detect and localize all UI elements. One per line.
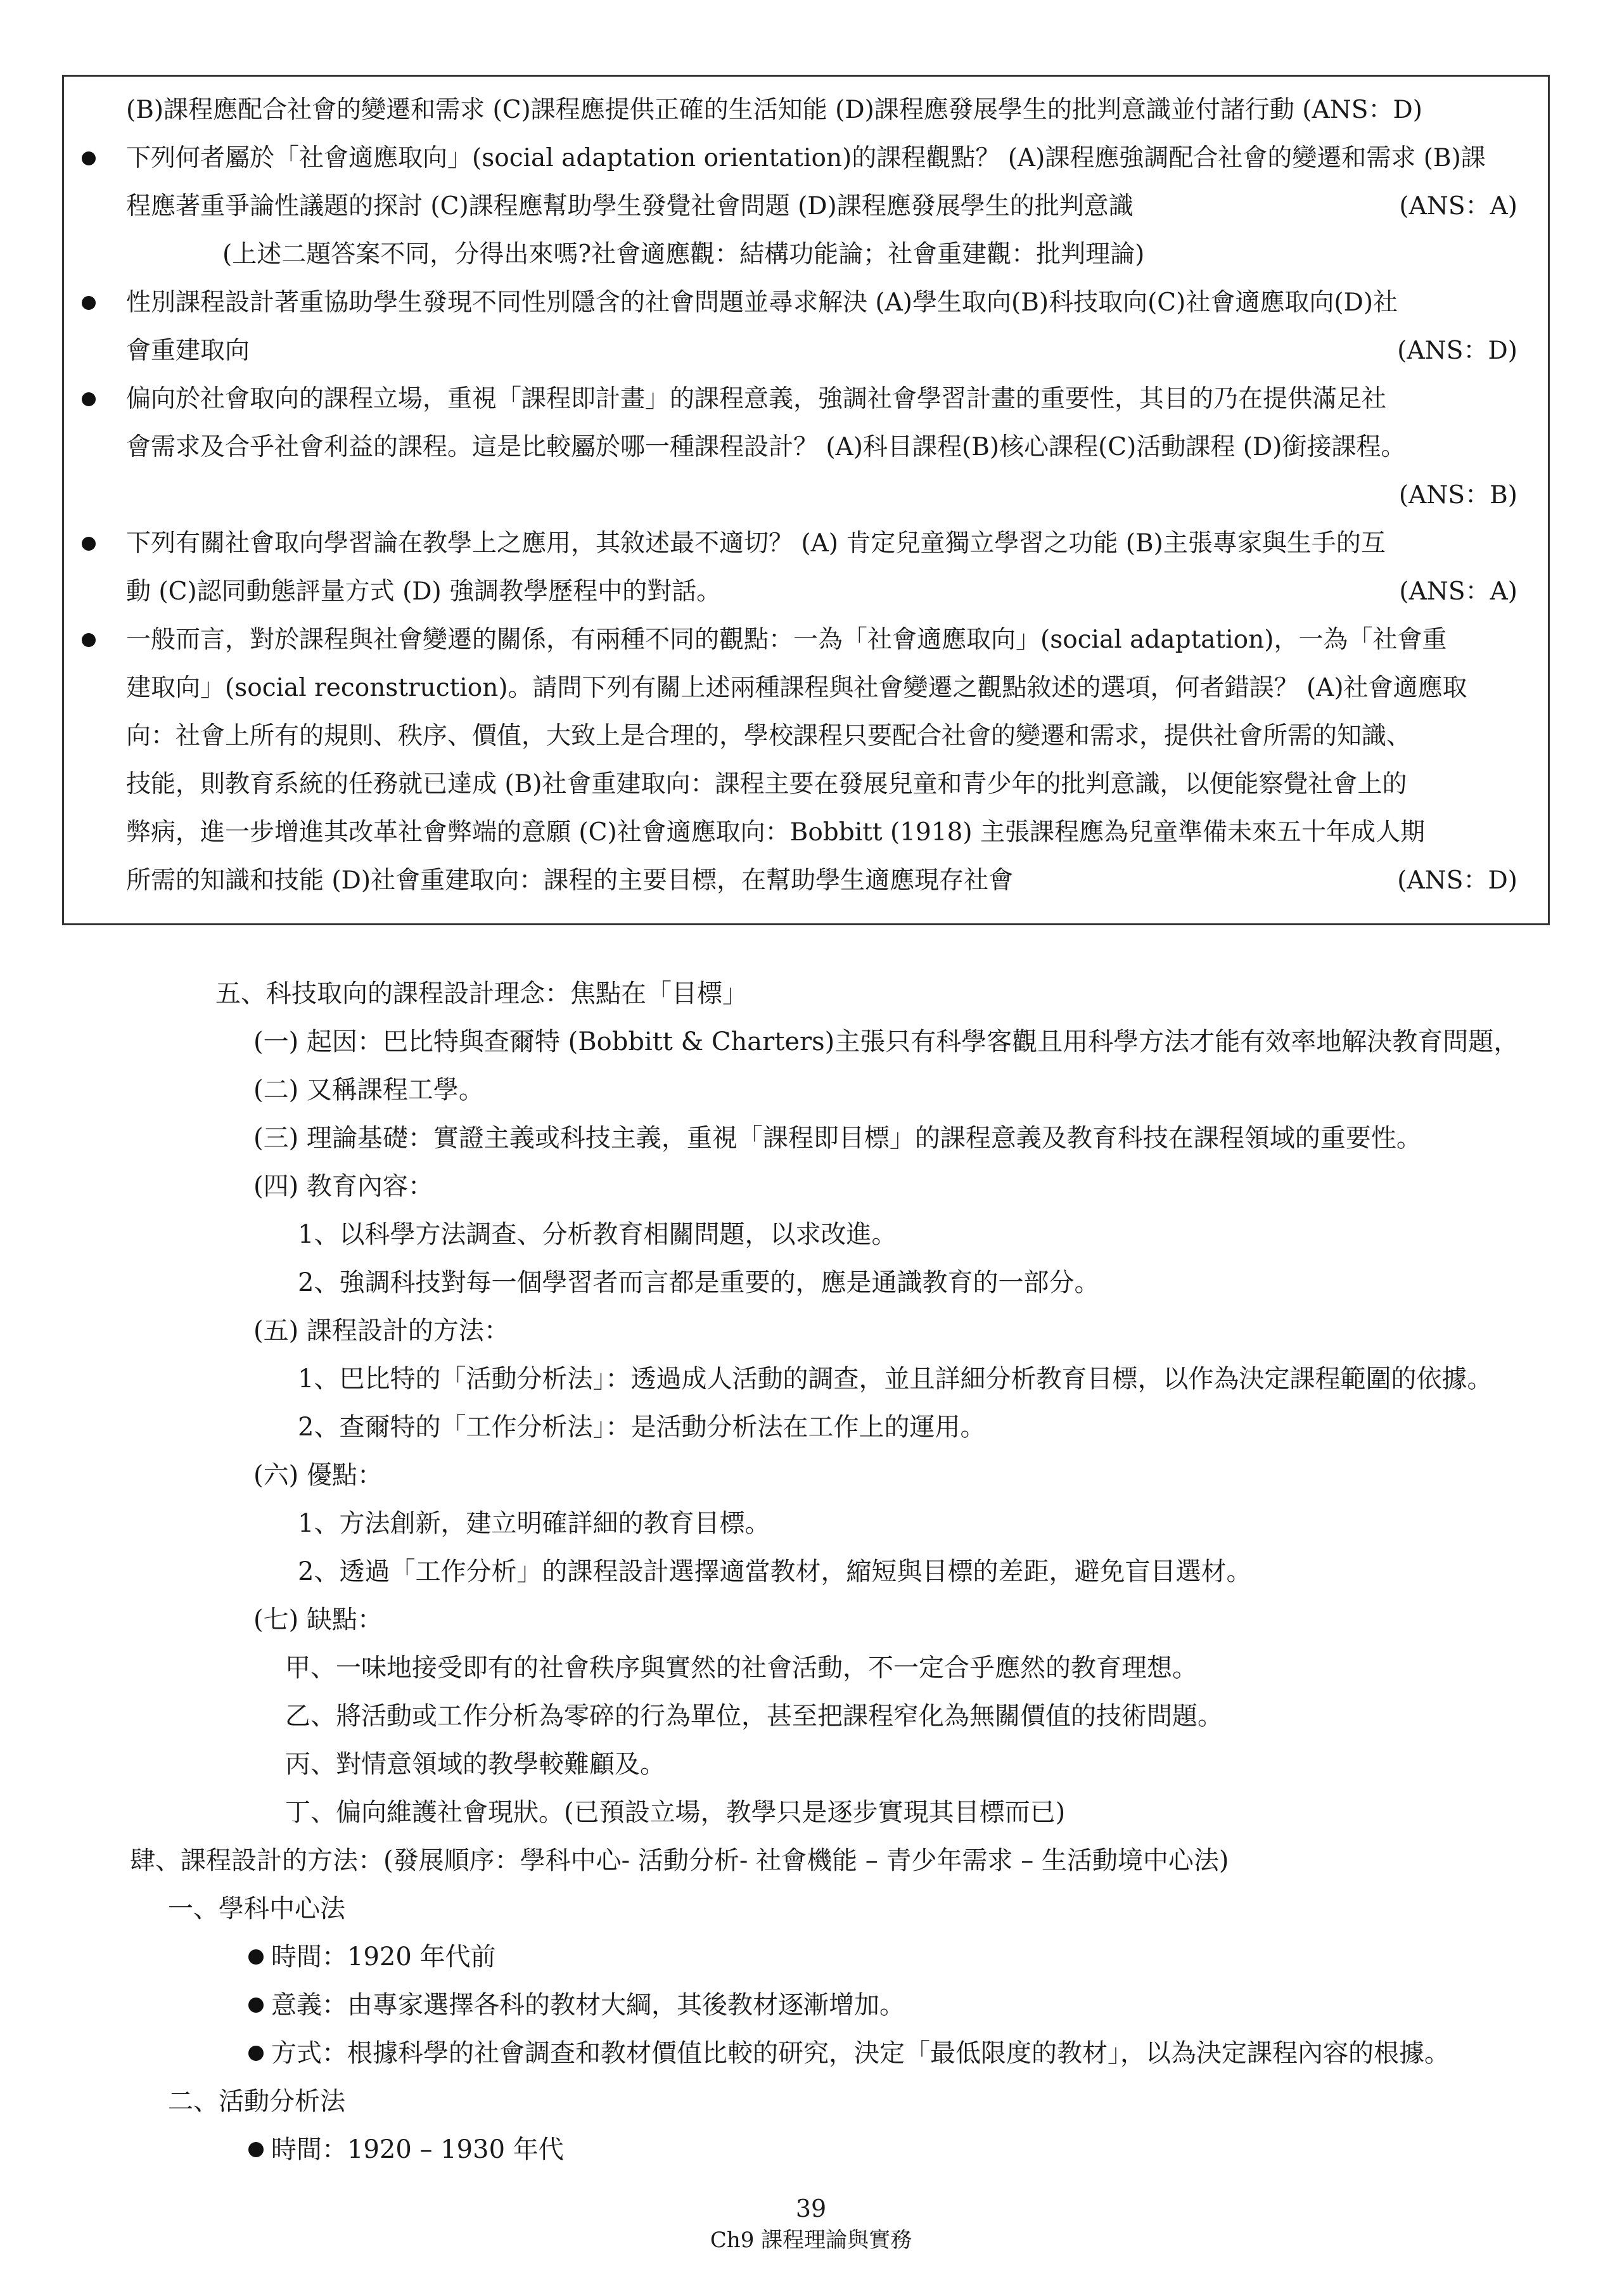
outline-subitem: 1、方法創新，建立明確詳細的教育目標。 xyxy=(298,1509,770,1538)
outline-subitem: 1、巴比特的「活動分析法」：透過成人活動的調查，並且詳細分析教育目標，以作為決定課程範圍的依據。 xyxy=(298,1364,1493,1394)
bullet-icon xyxy=(82,633,96,647)
answer-label: (ANS：B) xyxy=(1398,481,1517,510)
question-line: 動 (C)認同動態評量方式 (D) 強調教學歷程中的對話。 (ANS：A) xyxy=(64,568,1548,616)
outline-subitem: 1、以科學方法調查、分析教育相關問題，以求改進。 xyxy=(298,1220,897,1249)
outline-item: (三) 理論基礎：實證主義或科技主義，重視「課程即目標」的課程意義及教育科技在課程領域的重要性。 xyxy=(253,1124,1422,1153)
section-heading: 一、學科中心法 xyxy=(168,1894,345,1923)
question-line: 性別課程設計著重協助學生發現不同性別隱含的社會問題並尋求解決 (A)學生取向(B)科技取向(C)社會適應取向(D)社 xyxy=(64,279,1548,327)
bullet-icon xyxy=(248,1998,264,2013)
outline-item: (二) 又稱課程工學。 xyxy=(253,1075,484,1105)
question-line: 偏向於社會取向的課程立場，重視「課程即計畫」的課程意義，強調社會學習計畫的重要性，其目的乃在提供滿足社 xyxy=(64,375,1548,423)
question-line: (B)課程應配合社會的變遷和需求 (C)課程應提供正確的生活知能 (D)課程應發展學生的批判意識並付諸行動 (ANS：D) xyxy=(126,96,1422,124)
question-line: 弊病，進一步增進其改革社會弊端的意願 (C)社會適應取向：Bobbitt (1918) 主張課程應為兒童準備未來五十年成人期 xyxy=(126,818,1426,847)
outline-subitem: 2、強調科技對每一個學習者而言都是重要的，應是通識教育的一部分。 xyxy=(298,1268,1100,1297)
answer-label: (ANS：D) xyxy=(1397,866,1517,895)
outline-item: (五) 課程設計的方法： xyxy=(253,1316,509,1345)
question-line: 一般而言，對於課程與社會變遷的關係，有兩種不同的觀點：一為「社會適應取向」(social adaptation)，一為「社會重 xyxy=(64,616,1548,664)
question-line: (上述二題答案不同，分得出來嗎?社會適應觀：結構功能論；社會重建觀：批判理論) xyxy=(222,240,1145,269)
question-line: 技能，則教育系統的任務就已達成 (B)社會重建取向：課程主要在發展兒童和青少年的批判意識，以便能察覺社會上的 xyxy=(126,770,1407,798)
outline-subitem: 2、透過「工作分析」的課程設計選擇適當教材，縮短與目標的差距，避免盲目選材。 xyxy=(298,1557,1252,1586)
question-line: 向：社會上所有的規則、秩序、價值，大致上是合理的，學校課程只要配合社會的變遷和需求，提供社會所需的知識、 xyxy=(126,722,1412,750)
answer-label: (ANS：D) xyxy=(1397,337,1517,365)
bullet-icon xyxy=(82,392,96,406)
bullet-item: 方式：根據科學的社會調查和教材價值比較的研究，決定「最低限度的教材」，以為決定課程內容的根據。 xyxy=(248,2029,1450,2077)
outline-item: (六) 優點： xyxy=(253,1461,383,1490)
outline-item: (七) 缺點： xyxy=(253,1605,383,1634)
bullet-icon xyxy=(82,151,96,165)
chapter-heading: 肆、課程設計的方法：(發展順序：學科中心- 活動分析- 社會機能 – 青少年需求 – 生活動境中心法) xyxy=(130,1846,1229,1875)
question-box xyxy=(62,75,1550,925)
section-heading: 五、科技取向的課程設計理念：焦點在「目標」 xyxy=(215,979,748,1008)
outline-subitem: 乙、將活動或工作分析為零碎的行為單位，甚至把課程窄化為無關價值的技術問題。 xyxy=(285,1702,1223,1731)
question-line: 程應著重爭論性議題的探討 (C)課程應幫助學生發覺社會問題 (D)課程應發展學生的批判意識 (ANS：A) xyxy=(64,183,1548,231)
bullet-item: 時間：1920 – 1930 年代 xyxy=(248,2126,564,2174)
question-line: 下列何者屬於「社會適應取向」(social adaptation orientation)的課程觀點？ (A)課程應強調配合社會的變遷和需求 (B)課 xyxy=(64,134,1548,183)
outline-subitem: 丁、偏向維護社會現狀。(已預設立場，教學只是逐步實現其目標而已) xyxy=(285,1798,1066,1827)
page-number: 39 xyxy=(795,2195,827,2222)
question-line: 會需求及合乎社會利益的課程。這是比較屬於哪一種課程設計？ (A)科目課程(B)核心課程(C)活動課程 (D)銜接課程。 xyxy=(126,433,1406,461)
answer-label: (ANS：A) xyxy=(1399,192,1517,221)
bullet-icon xyxy=(248,2046,264,2061)
bullet-icon xyxy=(248,2142,264,2157)
footer-title: Ch9 課程理論與實務 xyxy=(710,2228,912,2253)
question-line: 所需的知識和技能 (D)社會重建取向：課程的主要目標，在幫助學生適應現存社會 (ANS：D) xyxy=(64,857,1548,905)
bullet-item: 時間：1920 年代前 xyxy=(248,1933,496,1981)
answer-label: (ANS：A) xyxy=(1399,577,1517,606)
outline-subitem: 甲、一味地接受即有的社會秩序與實然的社會活動，不一定合乎應然的教育理想。 xyxy=(285,1653,1197,1683)
bullet-item: 意義：由專家選擇各科的教材大綱，其後教材逐漸增加。 xyxy=(248,1981,905,2029)
bullet-icon xyxy=(82,296,96,310)
question-line: 建取向」(social reconstruction)。請問下列有關上述兩種課程與社會變遷之觀點敘述的選項，何者錯誤？ (A)社會適應取 xyxy=(126,674,1467,702)
outline-item: (一) 起因：巴比特與查爾特 (Bobbitt & Charters)主張只有科學客觀且用科學方法才能有效率地解決教育問題， xyxy=(253,1027,1519,1056)
bullet-icon xyxy=(248,1949,264,1965)
question-line: 下列有關社會取向學習論在教學上之應用，其敘述最不適切？ (A) 肯定兒童獨立學習之功能 (B)主張專家與生手的互 xyxy=(64,520,1548,568)
outline-subitem: 丙、對情意領域的教學較難顧及。 xyxy=(285,1750,665,1779)
bullet-icon xyxy=(82,537,96,551)
question-line: 會重建取向 (ANS：D) xyxy=(64,327,1548,375)
outline-item: (四) 教育內容： xyxy=(253,1172,433,1201)
section-heading: 二、活動分析法 xyxy=(168,2087,345,2116)
question-line xyxy=(64,471,1548,520)
outline-subitem: 2、查爾特的「工作分析法」：是活動分析法在工作上的運用。 xyxy=(298,1413,986,1442)
